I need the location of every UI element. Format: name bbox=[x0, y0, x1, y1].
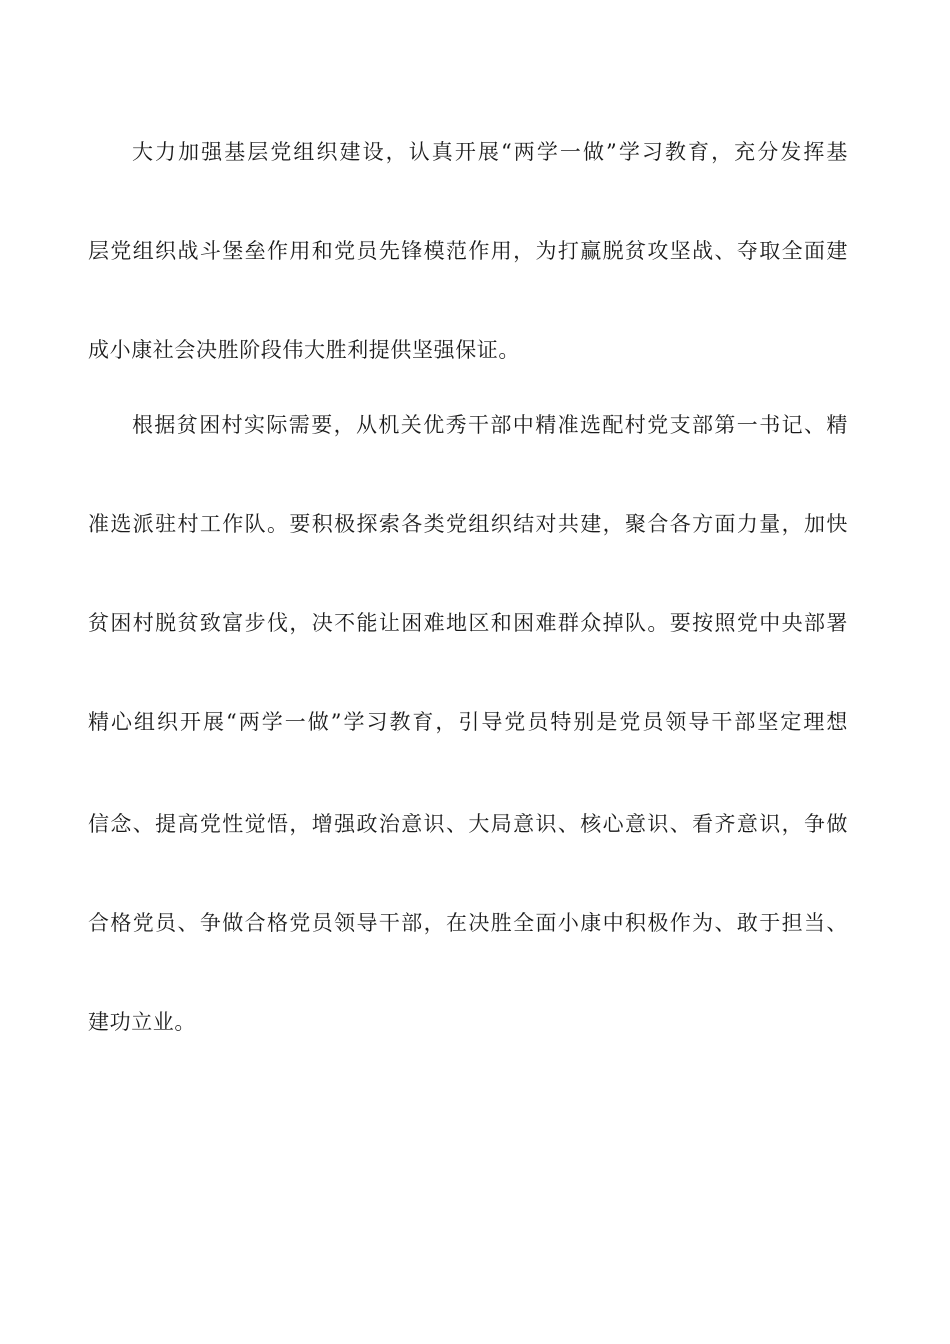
paragraph-2-line-7: 建功立业。 bbox=[88, 1010, 196, 1034]
paragraph-2-line-5: 信念、提高党性觉悟，增强政治意识、大局意识、核心意识、看齐意识，争做 bbox=[88, 812, 848, 836]
paragraph-1-line-2: 层党组织战斗堡垒作用和党员先锋模范作用，为打赢脱贫攻坚战、夺取全面建 bbox=[88, 239, 848, 263]
paragraph-2-line-6: 合格党员、争做合格党员领导干部，在决胜全面小康中积极作为、敢于担当、 bbox=[88, 911, 848, 935]
paragraph-2-line-1: 根据贫困村实际需要，从机关优秀干部中精准选配村党支部第一书记、精 bbox=[132, 413, 848, 437]
paragraph-2-line-3: 贫困村脱贫致富步伐，决不能让困难地区和困难群众掉队。要按照党中央部署 bbox=[88, 611, 848, 635]
paragraph-2-line-2: 准选派驻村工作队。要积极探索各类党组织结对共建，聚合各方面力量，加快 bbox=[88, 512, 848, 536]
paragraph-1-line-3: 成小康社会决胜阶段伟大胜利提供坚强保证。 bbox=[88, 338, 520, 362]
paragraph-2-line-4: 精心组织开展“两学一做”学习教育，引导党员特别是党员领导干部坚定理想 bbox=[88, 710, 848, 734]
paragraph-1-line-1: 大力加强基层党组织建设，认真开展“两学一做”学习教育，充分发挥基 bbox=[132, 140, 848, 164]
